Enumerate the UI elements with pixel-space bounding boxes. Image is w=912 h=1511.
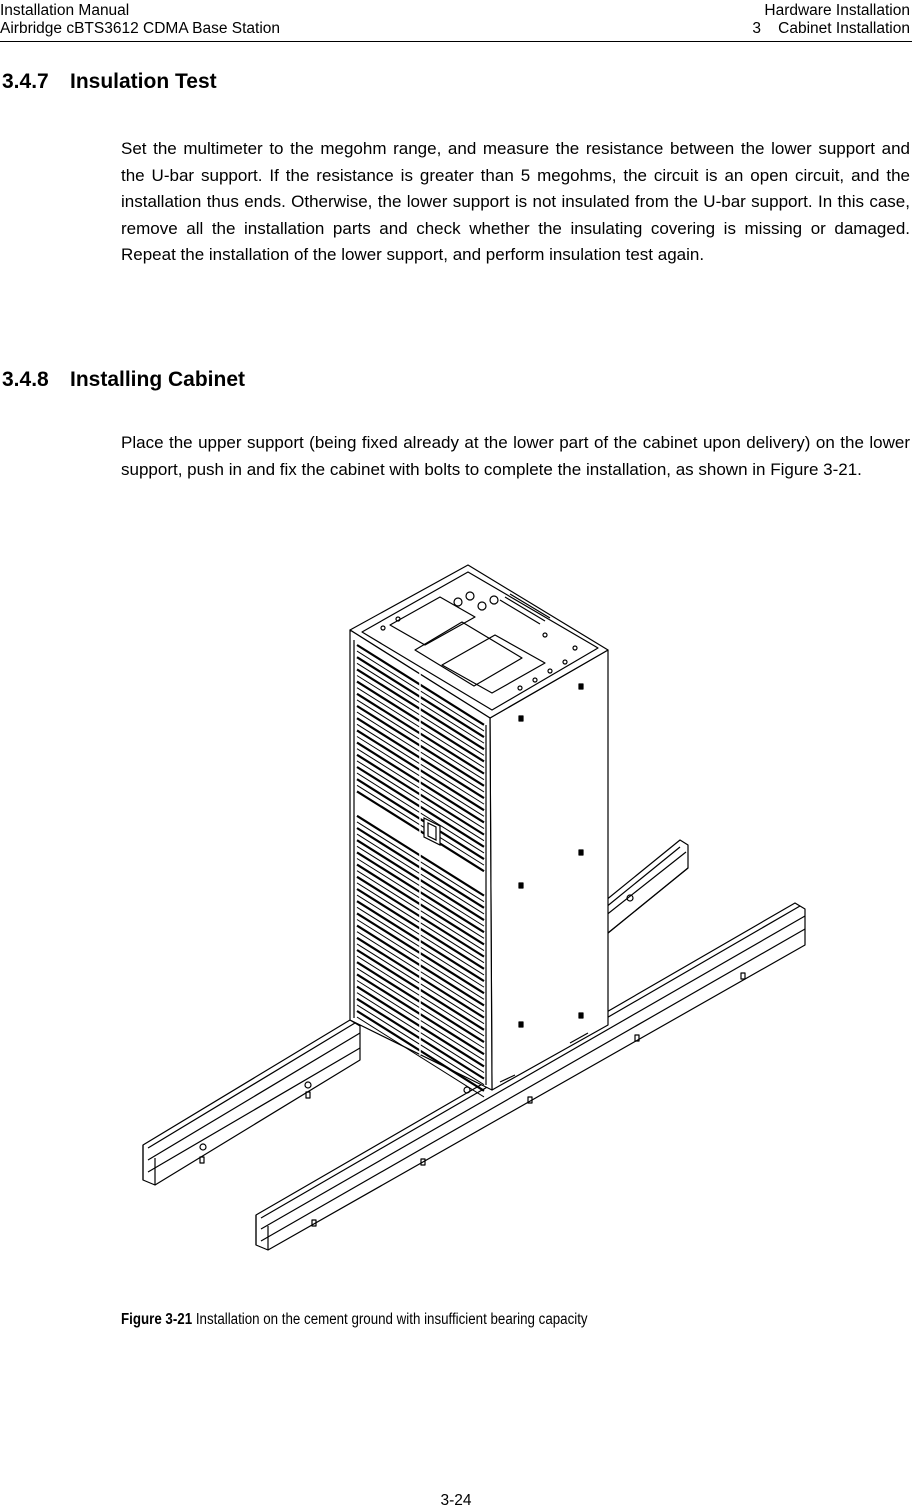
section-number: 3.4.8 [2, 368, 49, 391]
header-section-title: 3 Cabinet Installation [752, 20, 910, 37]
header-chapter-title: Hardware Installation [764, 2, 910, 19]
section-title: Insulation Test [70, 70, 217, 93]
rear-rail [600, 840, 688, 933]
left-rail [143, 1020, 360, 1185]
figure-caption [121, 1311, 588, 1329]
section-number: 3.4.7 [2, 70, 49, 93]
header-rule [0, 41, 912, 42]
header-product-name: Airbridge cBTS3612 CDMA Base Station [0, 20, 280, 37]
page-number: 3-24 [440, 1492, 472, 1509]
figure-caption-text: Installation on the cement ground with insufficient bearing capacity [195, 1311, 588, 1328]
paragraph-insulation-test: Set the multimeter to the megohm range, and measure the resistance between the lower support and the U-bar support. If the resistance is greater than 5 megohms, the circuit is an open circuit, and the installation thus ends. Otherwise, the lower support is not insulated from the U-bar support. In this case, remove all the installation parts and check whether the insulating covering is missing or damaged. Repeat the installation of the lower support, and perform insulation test again. [121, 139, 910, 264]
cabinet-installation-figure [130, 555, 850, 1255]
figure-number: Figure 3-21 [121, 1311, 193, 1328]
header-manual-title: Installation Manual [0, 2, 130, 19]
paragraph-installing-cabinet: Place the upper support (being fixed already at the lower part of the cabinet upon delivery) on the lower support, push in and fix the cabinet with bolts to complete the installation, as shown in Figure 3-21. [121, 433, 910, 479]
section-heading-insulation-test [2, 70, 217, 94]
section-heading-installing-cabinet [2, 368, 245, 392]
cabinet-side-panel [490, 650, 608, 1090]
section-title: Installing Cabinet [70, 368, 246, 391]
